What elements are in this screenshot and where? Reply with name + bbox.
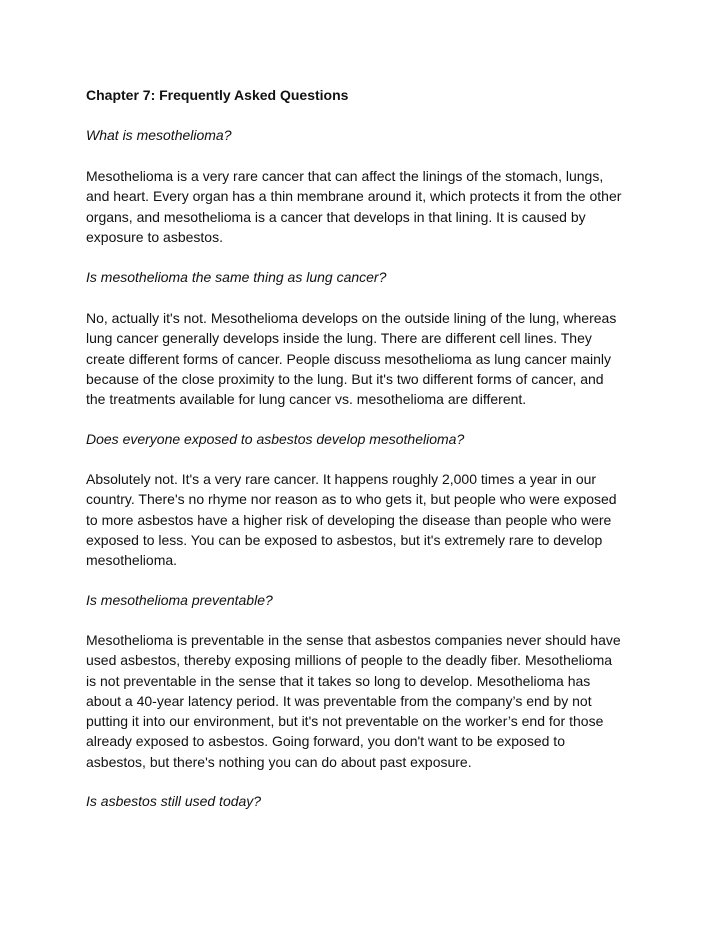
answer-line: and heart. Every organ has a thin membrane around it, which protects it from the other <box>86 188 622 205</box>
faq-answer <box>86 469 617 570</box>
faq-question: Is mesothelioma the same thing as lung cancer? <box>86 269 387 285</box>
answer-line: mesothelioma. <box>86 552 178 569</box>
answer-line: exposed to less. You can be exposed to asbestos, but it's extremely rare to develop <box>86 531 603 548</box>
answer-line: used asbestos, thereby exposing millions of people to the deadly fiber. Mesothelioma <box>86 652 613 669</box>
answer-line: No, actually it's not. Mesothelioma develops on the outside lining of the lung, whereas <box>86 310 617 326</box>
faq-answer <box>86 308 616 409</box>
answer-line: already exposed to asbestos. Going forward, you don't want to be exposed to <box>86 733 565 750</box>
answer-line: to more asbestos have a higher risk of developing the disease than people who were <box>86 511 612 528</box>
faq-question: Does everyone exposed to asbestos develop mesothelioma? <box>86 431 465 447</box>
answer-line: Mesothelioma is preventable in the sense that asbestos companies never should have <box>86 632 621 648</box>
answer-line: lung cancer generally develops inside the lung. There are different cell lines. They <box>86 330 592 347</box>
answer-line: putting it into our environment, but it's not preventable on the worker’s end for those <box>86 713 604 730</box>
faq-answer <box>86 166 621 247</box>
answer-line: create different forms of cancer. People discuss mesothelioma as lung cancer mainly <box>86 350 611 367</box>
answer-line: because of the close proximity to the lung. But it's two different forms of cancer, and <box>86 370 604 387</box>
answer-line: exposure to asbestos. <box>86 228 223 245</box>
faq-answer <box>86 630 621 772</box>
chapter-title: Chapter 7: Frequently Asked Questions <box>86 87 349 103</box>
answer-line: country. There's no rhyme nor reason as to who gets it, but people who were exposed <box>86 491 617 508</box>
answer-line: organs, and mesothelioma is a cancer that develops in that lining. It is caused by <box>86 208 586 225</box>
answer-line: about a 40-year latency period. It was preventable from the company’s end by not <box>86 692 592 709</box>
answer-line: Absolutely not. It's a very rare cancer. It happens roughly 2,000 times a year in our <box>86 471 597 487</box>
faq-question: Is asbestos still used today? <box>86 793 262 809</box>
faq-question: What is mesothelioma? <box>86 127 232 143</box>
answer-line: Mesothelioma is a very rare cancer that can affect the linings of the stomach, lungs, <box>86 168 604 184</box>
answer-line: asbestos, but there's nothing you can do about past exposure. <box>86 753 472 770</box>
answer-line: is not preventable in the sense that it takes so long to develop. Mesothelioma has <box>86 672 591 689</box>
answer-line: the treatments available for lung cancer vs. mesothelioma are different. <box>86 391 527 408</box>
faq-question: Is mesothelioma preventable? <box>86 592 273 608</box>
